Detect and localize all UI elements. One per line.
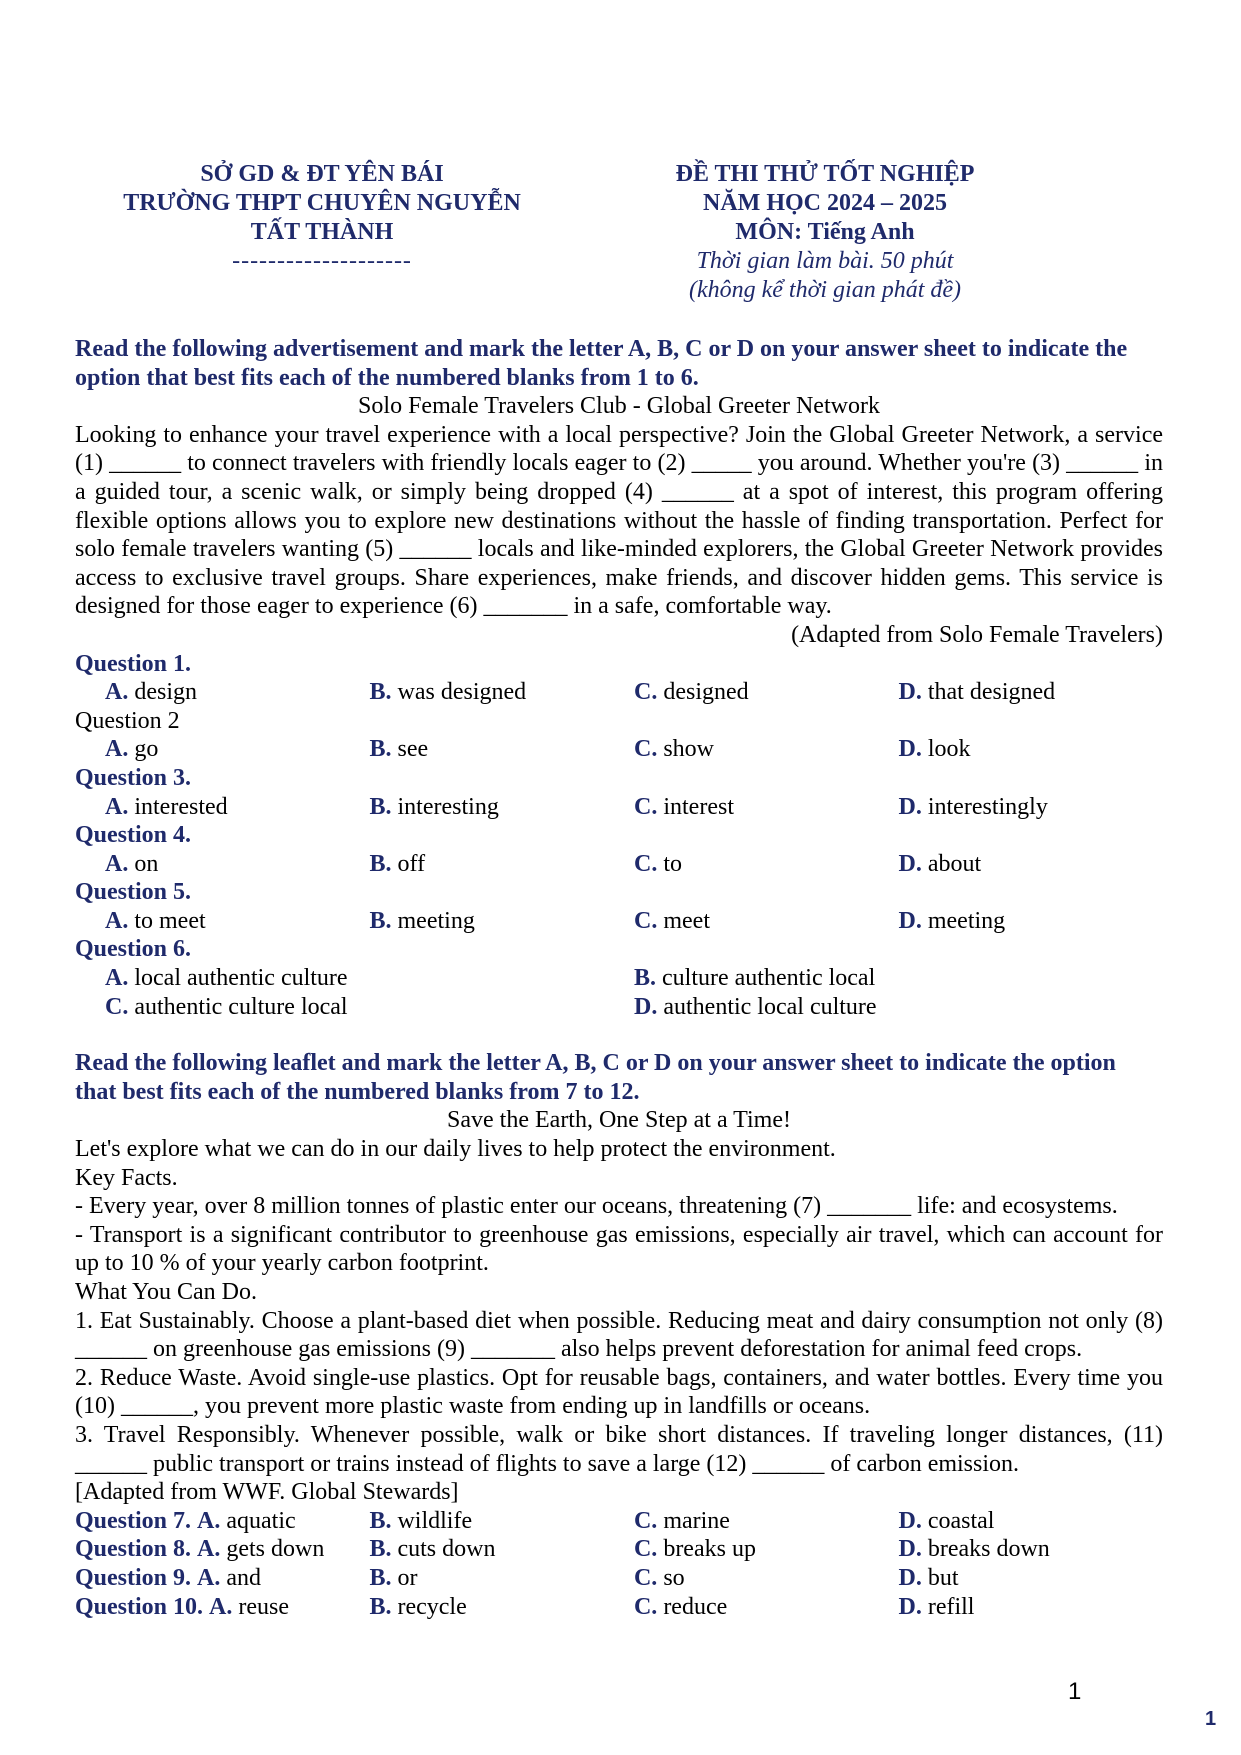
option-text: reuse [238, 1593, 289, 1620]
option-letter: B. [369, 679, 392, 706]
question-label: Question 9. [75, 1564, 192, 1591]
option-text: refill [927, 1593, 975, 1620]
option-letter: C. [633, 1507, 658, 1534]
option-b[interactable] [369, 1535, 634, 1564]
option-text: design [134, 679, 198, 706]
section2-line: What You Can Do. [75, 1279, 258, 1305]
option-letter: B. [369, 1593, 392, 1620]
page-number-outer: 1 [1205, 1708, 1217, 1730]
option-row [75, 964, 1163, 993]
option-c[interactable] [634, 793, 899, 822]
option-b[interactable] [370, 678, 635, 707]
option-text: interest [663, 793, 734, 820]
option-text: meet [663, 907, 710, 934]
question-label: Question 6. [75, 936, 192, 963]
option-d[interactable] [899, 907, 1164, 936]
option-letter: A. [209, 1593, 233, 1620]
exam-title: ĐỀ THI THỬ TỐT NGHIỆP [675, 161, 975, 187]
subject: MÔN: Tiếng Anh [735, 219, 915, 245]
question-block [75, 707, 1163, 764]
option-letter: D. [898, 850, 922, 877]
exam-content [75, 335, 1163, 1621]
option-text: so [663, 1564, 685, 1591]
option-text: recycle [397, 1593, 467, 1620]
option-c[interactable] [634, 1564, 899, 1593]
section2-title: Save the Earth, One Step at a Time! [447, 1107, 791, 1134]
section2-questions [75, 1507, 1163, 1621]
option-a[interactable] [105, 735, 370, 764]
option-c[interactable] [634, 1535, 899, 1564]
option-text: meeting [927, 907, 1006, 934]
option-d[interactable] [898, 1564, 1163, 1593]
option-c[interactable] [634, 1593, 899, 1622]
option-text: to meet [134, 907, 206, 934]
option-b[interactable] [370, 850, 635, 879]
exam-header [595, 160, 1055, 305]
option-letter: B. [369, 850, 392, 877]
option-letter: C. [634, 850, 658, 877]
option-letter: C. [634, 679, 658, 706]
question-block [75, 650, 1163, 707]
question-row [75, 1507, 1163, 1536]
section2-line: 3. Travel Responsibly. Whenever possible, walk or bike short distances. If traveling longer distances, (11) ______ public transport or trains instead of flights to save a large (12) ______ of carbon emission. [75, 1421, 1163, 1477]
school-name-line1: TRƯỜNG THPT CHUYÊN NGUYỄN [123, 190, 521, 216]
option-letter: D. [898, 1507, 922, 1534]
department-name: SỞ GD & ĐT YÊN BÁI [200, 161, 444, 187]
option-letter: B. [369, 1507, 392, 1534]
option-letter: D. [898, 793, 922, 820]
option-row [75, 735, 1163, 764]
question-block [75, 878, 1163, 935]
option-text: that designed [927, 679, 1056, 706]
option-text: interesting [397, 793, 499, 820]
option-b[interactable] [370, 735, 635, 764]
question-label: Question 5. [75, 879, 192, 906]
option-d[interactable] [898, 1507, 1163, 1536]
section2-line: 1. Eat Sustainably. Choose a plant-based diet when possible. Reducing meat and dairy consumption not only (8) ______ on greenhouse gas emissions (9) _______ also helps prevent deforestation for animal feed crops. [75, 1307, 1163, 1363]
option-a[interactable] [105, 793, 370, 822]
option-d[interactable] [899, 678, 1164, 707]
option-b[interactable]: B. culture authentic local [634, 965, 876, 992]
option-b[interactable] [369, 1507, 634, 1536]
option-a[interactable]: A. local authentic culture [105, 965, 348, 992]
option-b[interactable] [370, 907, 635, 936]
option-c[interactable] [634, 735, 899, 764]
option-b[interactable] [370, 793, 635, 822]
option-text: coastal [927, 1507, 995, 1534]
option-text: aquatic [226, 1507, 296, 1534]
option-text: on [134, 850, 159, 877]
option-text: look [927, 736, 971, 763]
question-6 [75, 935, 1163, 1021]
option-row [75, 850, 1163, 879]
section2-line: 2. Reduce Waste. Avoid single-use plastics. Opt for reusable bags, containers, and water bottles. Every time you (10) ______, you prevent more plastic waste from ending up in landfills or oceans. [75, 1364, 1163, 1420]
option-letter: B. [369, 736, 392, 763]
question-label: Question 8. [75, 1536, 192, 1563]
option-letter: A. [197, 1564, 221, 1591]
header-divider: -------------------- [232, 248, 412, 274]
option-letter: C. [634, 793, 658, 820]
option-row [75, 993, 1163, 1022]
question-row [75, 1593, 1163, 1622]
option-c[interactable]: C. authentic culture local [105, 993, 348, 1020]
option-letter: A. [197, 1536, 221, 1563]
duration: Thời gian làm bài. 50 phút [696, 248, 954, 274]
option-text: go [134, 736, 159, 763]
option-b[interactable] [369, 1593, 634, 1622]
section1-source: (Adapted from Solo Female Travelers) [791, 621, 1163, 648]
option-row [75, 793, 1163, 822]
option-d[interactable]: D. authentic local culture [634, 993, 877, 1020]
option-text: was designed [397, 679, 527, 706]
question-label: Question 1. [75, 650, 192, 677]
option-a[interactable] [105, 907, 370, 936]
option-letter: D. [898, 736, 922, 763]
option-d[interactable] [899, 735, 1164, 764]
option-letter: A. [105, 850, 129, 877]
option-letter: B. [369, 907, 392, 934]
school-header [92, 160, 552, 276]
question-row [75, 1564, 1163, 1593]
option-text: reduce [663, 1593, 728, 1620]
option-letter: A. [105, 679, 129, 706]
section1-title: Solo Female Travelers Club - Global Greeter Network [358, 393, 880, 420]
duration-note: (không kể thời gian phát đề) [688, 277, 962, 303]
option-letter: A. [197, 1507, 221, 1534]
option-letter: C. [634, 907, 658, 934]
option-letter: C. [633, 1564, 658, 1591]
option-d[interactable] [898, 1535, 1163, 1564]
section2-line: Let's explore what we can do in our daily lives to help protect the environment. [75, 1136, 836, 1163]
question-block [75, 821, 1163, 878]
option-letter: A. [105, 793, 129, 820]
option-letter: C. [633, 1536, 658, 1563]
question-label: Question 3. [75, 764, 192, 791]
option-letter: A. [105, 736, 129, 763]
option-text: see [397, 736, 429, 763]
option-row [75, 907, 1163, 936]
option-a[interactable] [75, 1507, 369, 1536]
option-letter: D. [898, 1593, 922, 1620]
option-text: to [663, 850, 683, 877]
section1-questions [75, 650, 1163, 936]
section1-passage: Looking to enhance your travel experience with a local perspective? Join the Global Greeter Network, a service (1) ______ to connect travelers with friendly locals eager to (2) _____ you around. Whether you're (3) ______ in a guided tour, a scenic walk, or simply being dropped (4) ______ at a spot of interest, this program offering flexible options allows you to explore new destinations without the hassle of finding transportation. Perfect for solo female travelers wanting (5) ______ locals and like-minded explorers, the Global Greeter Network provides access to exclusive travel groups. Share experiences, make friends, and discover hidden gems. This service is designed for those eager to experience (6) _______ in a safe, comfortable way. [75, 421, 1163, 620]
option-d[interactable] [898, 1593, 1163, 1622]
option-text: gets down [226, 1536, 325, 1563]
option-row [75, 678, 1163, 707]
option-text: wildlife [397, 1507, 473, 1534]
option-text: interestingly [927, 793, 1048, 820]
section2-source: [Adapted from WWF. Global Stewards] [75, 1479, 459, 1506]
option-text: meeting [397, 907, 475, 934]
option-text: show [663, 736, 715, 763]
option-c[interactable] [634, 907, 899, 936]
option-letter: B. [369, 1536, 392, 1563]
option-text: or [397, 1564, 418, 1591]
option-letter: D. [898, 1564, 922, 1591]
option-text: and [226, 1564, 262, 1591]
option-c[interactable] [634, 1507, 899, 1536]
option-letter: D. [898, 907, 922, 934]
option-a[interactable] [75, 1564, 369, 1593]
school-name-line2: TẤT THÀNH [250, 219, 394, 245]
option-text: about [927, 850, 982, 877]
option-letter: D. [898, 1536, 922, 1563]
section2-instruction: Read the following leaflet and mark the letter A, B, C or D on your answer sheet to indicate the option that best fits each of the numbered blanks from 7 to 12. [75, 1050, 1116, 1105]
option-text: breaks up [663, 1536, 756, 1563]
section1-instruction: Read the following advertisement and mark the letter A, B, C or D on your answer sheet to indicate the option that best fits each of the numbered blanks from 1 to 6. [75, 336, 1128, 391]
option-c[interactable] [634, 850, 899, 879]
option-text: designed [663, 679, 749, 706]
option-a[interactable] [75, 1593, 369, 1622]
option-b[interactable] [369, 1564, 634, 1593]
section2-line: - Every year, over 8 million tonnes of plastic enter our oceans, threatening (7) _______ life: and ecosystems. [75, 1193, 1118, 1220]
question-label: Question 10. [75, 1593, 204, 1620]
question-label: Question 4. [75, 822, 192, 849]
option-text: cuts down [397, 1536, 496, 1563]
school-year: NĂM HỌC 2024 – 2025 [703, 190, 947, 216]
option-a[interactable] [105, 678, 370, 707]
option-text: breaks down [927, 1536, 1050, 1563]
question-label: Question 2 [75, 707, 180, 734]
option-letter: B. [369, 1564, 392, 1591]
question-label: Question 7. [75, 1507, 192, 1534]
question-row [75, 1535, 1163, 1564]
option-letter: D. [898, 679, 922, 706]
option-text: off [397, 850, 426, 877]
page-number: 1 [1068, 1678, 1082, 1705]
section2-line: Key Facts. [75, 1164, 178, 1191]
option-letter: C. [633, 1593, 658, 1620]
option-text: marine [663, 1507, 730, 1534]
option-text: interested [134, 793, 228, 820]
option-text: but [927, 1564, 959, 1591]
option-d[interactable] [899, 793, 1164, 822]
option-d[interactable] [899, 850, 1164, 879]
option-letter: C. [634, 736, 658, 763]
option-a[interactable] [75, 1535, 369, 1564]
option-letter: A. [105, 907, 129, 934]
option-c[interactable] [634, 678, 899, 707]
section2-line: - Transport is a significant contributor to greenhouse gas emissions, especially air travel, which can account for up to 10 % of your yearly carbon footprint. [75, 1221, 1163, 1277]
question-block [75, 764, 1163, 821]
option-letter: B. [369, 793, 392, 820]
option-a[interactable] [105, 850, 370, 879]
